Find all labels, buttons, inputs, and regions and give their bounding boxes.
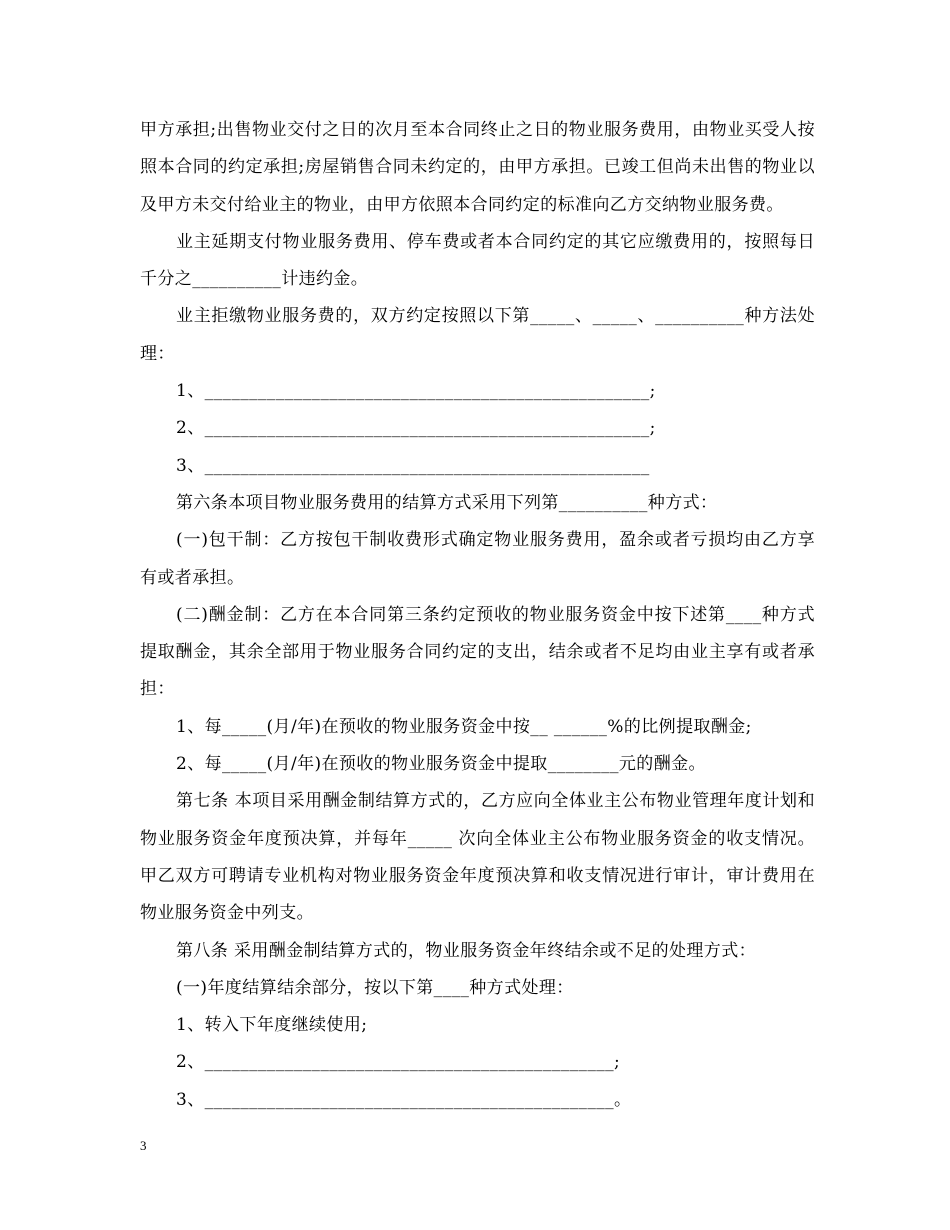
- page-number: 3: [140, 1138, 147, 1153]
- paragraph-lump-sum: (一)包干制：乙方按包干制收费形式确定物业服务费用，盈余或者亏损均由乙方享有或者承担。: [140, 530, 815, 588]
- paragraph-fee-responsibility: 甲方承担;出售物业交付之日的次月至本合同终止之日的物业服务费用，由物业买受人按照本合同的约定承担;房屋销售合同未约定的，由甲方承担。已竣工但尚未出售的物业以及甲方未交付给业主的物业，由甲方依照本合同约定的标准向乙方交纳物业服务费。: [140, 120, 815, 215]
- list-item-commission-2: 2、每_____(月/年)在预收的物业服务资金中提取________元的酬金。: [176, 754, 706, 775]
- list-item-refusal-3: 3、__________________________________________________: [176, 455, 650, 476]
- paragraph-late-payment: 业主延期支付物业服务费用、停车费或者本合同约定的其它应缴费用的，按照每日千分之__________计违约金。: [140, 231, 815, 290]
- paragraph-commission: (二)酬金制：乙方在本合同第三条约定预收的物业服务资金中按下述第____种方式提取酬金，其余全部用于物业服务合同约定的支出，结余或者不足均由业主享有或者承担：: [140, 604, 815, 700]
- list-item-surplus-2: 2、______________________________________________;: [176, 1052, 621, 1073]
- list-item-refusal-2: 2、__________________________________________________;: [176, 418, 656, 439]
- list-item-refusal-1: 1、__________________________________________________;: [176, 381, 656, 402]
- paragraph-surplus: (一)年度结算结余部分，按以下第____种方式处理：: [176, 977, 574, 998]
- article-7: 第七条 本项目采用酬金制结算方式的，乙方应向全体业主公布物业管理年度计划和物业服务资金年度预决算，并每年_____ 次向全体业主公布物业服务资金的收支情况。甲乙双方可聘请专业机构对物业服务资金年度预决算和收支情况进行审计，审计费用在物业服务资金中列支。: [140, 791, 815, 924]
- article-6-heading: 第六条本项目物业服务费用的结算方式采用下列第__________种方式：: [176, 492, 718, 513]
- list-item-surplus-1: 1、转入下年度继续使用;: [176, 1015, 368, 1036]
- list-item-surplus-3: 3、______________________________________________。: [176, 1089, 632, 1110]
- document-body: [140, 112, 815, 1119]
- article-8: 第八条 采用酬金制结算方式的，物业服务资金年终结余或不足的处理方式：: [176, 940, 757, 961]
- paragraph-refusal-handling: 业主拒缴物业服务费的，双方约定按照以下第_____、_____、__________种方法处理：: [140, 306, 815, 364]
- list-item-commission-1: 1、每_____(月/年)在预收的物业服务资金中按__ ______%的比例提取酬金;: [176, 716, 752, 737]
